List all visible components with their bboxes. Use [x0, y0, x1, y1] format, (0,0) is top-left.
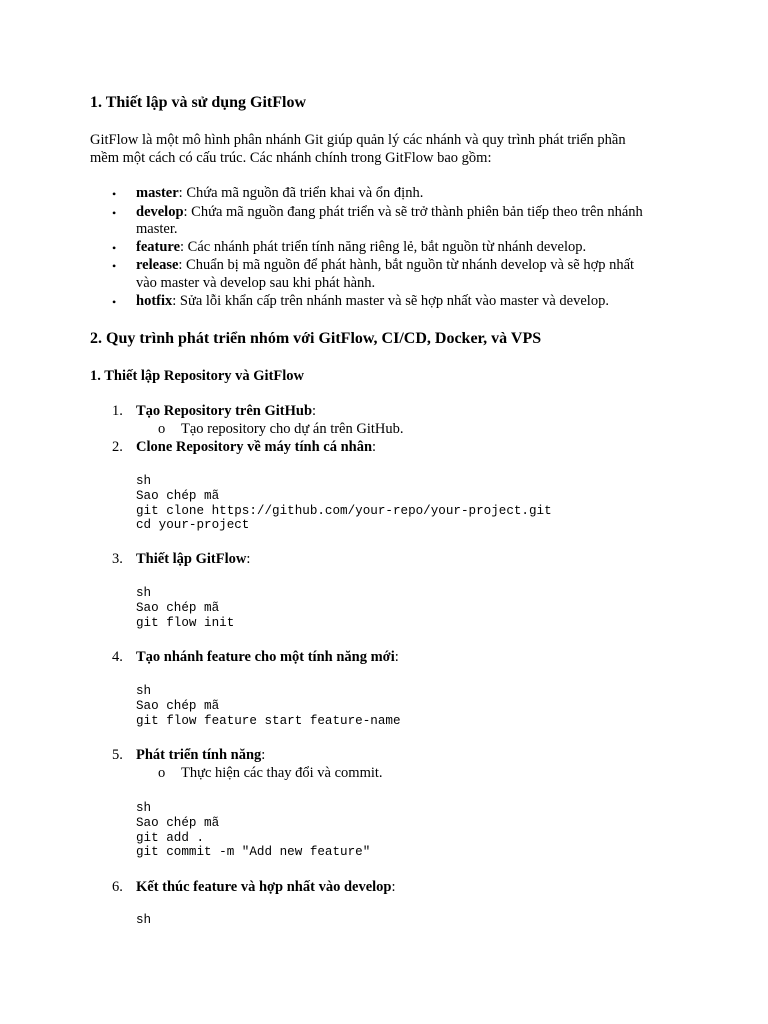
branch-item-develop: develop: Chứa mã nguồn đang phát triển và sẽ trở thành phiên bản tiếp theo trên nhánh — [136, 204, 643, 220]
step-title: Clone Repository về máy tính cá nhân: — [136, 439, 377, 455]
bullet-icon: • — [112, 259, 117, 273]
branch-item-feature: feature: Các nhánh phát triển tính năng riêng lẻ, bắt nguồn từ nhánh develop. — [136, 239, 587, 255]
section1-title: 1. Thiết lập và sử dụng GitFlow — [90, 94, 307, 111]
step-number: 2. — [112, 439, 123, 455]
branch-item-develop-cont: master. — [136, 221, 178, 237]
bullet-icon: • — [112, 241, 117, 255]
code-block — [136, 586, 234, 630]
copy-code-label[interactable]: Sao chép mã — [136, 815, 220, 830]
code-line: sh — [136, 684, 152, 698]
code-line: sh — [136, 586, 152, 600]
copy-code-label[interactable]: Sao chép mã — [136, 698, 220, 713]
branch-item-master: master: Chứa mã nguồn đã triển khai và ổn định. — [136, 185, 424, 201]
copy-code-label[interactable]: Sao chép mã — [136, 488, 220, 503]
section1-intro-line2: mềm một cách có cấu trúc. Các nhánh chính trong GitFlow bao gồm: — [90, 150, 492, 166]
code-block — [136, 684, 401, 728]
step-title: Kết thúc feature và hợp nhất vào develop: — [136, 879, 396, 895]
step-title: Phát triển tính năng: — [136, 747, 266, 763]
code-block — [136, 913, 151, 928]
code-line: git flow init — [136, 615, 235, 630]
code-line: git flow feature start feature-name — [136, 713, 401, 728]
step-title: Tạo Repository trên GitHub: — [136, 403, 317, 419]
branch-item-release: release: Chuẩn bị mã nguồn để phát hành, bắt nguồn từ nhánh develop và sẽ hợp nhất — [136, 257, 635, 273]
sub-bullet-icon: o — [158, 421, 166, 437]
branch-item-hotfix: hotfix: Sửa lỗi khẩn cấp trên nhánh master và sẽ hợp nhất vào master và develop. — [136, 293, 609, 309]
code-line: sh — [136, 474, 152, 488]
step-title: Thiết lập GitFlow: — [136, 551, 251, 567]
copy-code-label[interactable]: Sao chép mã — [136, 600, 220, 615]
step-number: 3. — [112, 551, 123, 567]
step-sub-item: Tạo repository cho dự án trên GitHub. — [181, 421, 404, 437]
code-block — [136, 474, 552, 533]
code-block — [136, 801, 370, 860]
code-line: git commit -m "Add new feature" — [136, 845, 371, 860]
code-line: cd your-project — [136, 518, 250, 533]
bullet-icon: • — [112, 187, 117, 201]
step-number: 1. — [112, 403, 123, 419]
branch-item-release-cont: vào master và develop sau khi phát hành. — [136, 275, 376, 291]
code-line: sh — [136, 913, 152, 927]
step-sub-item: Thực hiện các thay đổi và commit. — [181, 765, 383, 781]
step-number: 4. — [112, 649, 123, 665]
code-line: sh — [136, 801, 152, 815]
bullet-icon: • — [112, 206, 117, 220]
code-line: git clone https://github.com/your-repo/your-project.git — [136, 503, 552, 518]
code-line: git add . — [136, 830, 205, 845]
step-number: 6. — [112, 879, 123, 895]
step-number: 5. — [112, 747, 123, 763]
step-title: Tạo nhánh feature cho một tính năng mới: — [136, 649, 399, 665]
section1-intro-line1: GitFlow là một mô hình phân nhánh Git giúp quản lý các nhánh và quy trình phát triển phần — [90, 132, 626, 148]
bullet-icon: • — [112, 295, 117, 309]
section2-title: 2. Quy trình phát triển nhóm với GitFlow, CI/CD, Docker, và VPS — [90, 330, 542, 347]
sub-bullet-icon: o — [158, 765, 166, 781]
section2-subtitle: 1. Thiết lập Repository và GitFlow — [90, 368, 305, 384]
